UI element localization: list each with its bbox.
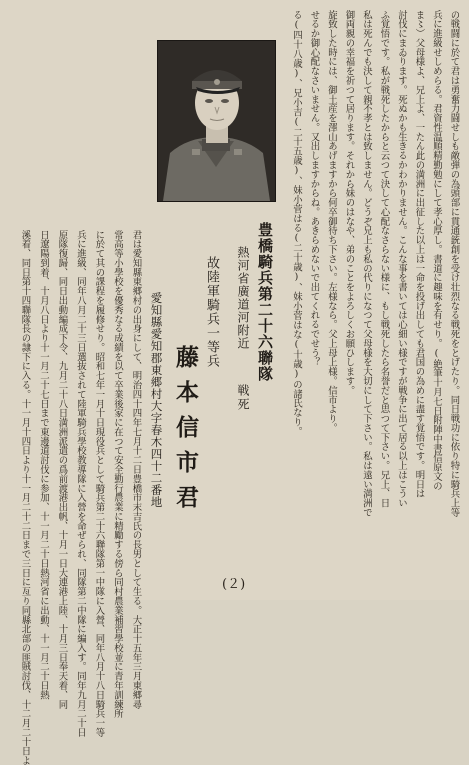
top-text-column: 兵に進級せしめらる。君資性温順精勤勉にして孝心厚し。書道に趣味を有せり。(絶筆十月七日附陣中書信原文の — [430, 10, 442, 491]
soldier-portrait-photo — [157, 40, 276, 202]
location-heading: 熱河省廣道河附近 — [236, 246, 250, 350]
biography-text-column: 君は愛知縣東郷村の出身にして、明治四十四年七月十二日豊橋市末吉氏の長男として生る。大正十五年三月東郷尋 — [130, 230, 142, 709]
biography-text-column: 日遼陽到着、十月八日より十一月二十七日まで東邊道討伐に参加、十一月二十日熱河省に出動、十一月二十日熱 — [37, 230, 49, 700]
top-text-column: 御両親の幸福を祈つて居ります。それから妹のはなや、弟のことをよろしくお願ひします。 — [343, 10, 355, 395]
biography-text-column: 常高等小學校を優秀なる成績を以て卒業後家に在つて安全勤行農業に精勵する傍ら同村農業補習學校並に青年訓練所 — [111, 230, 123, 719]
biography-text-column: 溪着、同日第十四聯隊長の隷下に入る。十一月十四日より十一月二十二日まで三日に亙り同縣北部の匪賊討伐、十二月二十日よ — [19, 230, 31, 765]
page-number: (２) — [222, 577, 246, 592]
top-text-column: の戦闘に於て君は勇奮力闘せしも敵弾の為頭部に貫通銃創を受け壮烈なる戦死をとげたり。同日戦功に依り特に騎兵上等 — [448, 10, 460, 518]
top-text-column: ふ覚悟です。私が戦死したからと云つて決して心配なさらない様に、もし戦死したら名誉だと思つて下さい。兄上、日 — [378, 10, 390, 508]
top-text-column: 討伐にまゐります。死ぬかも生きるかわかりません。こんな事を書いては心細い様ですが戦争に出て居る以上はこうい — [395, 10, 407, 508]
biography-text-column: 原隊復歸、同日出動編成下令、九月二十八日満洲派遣の爲前渡港出帆、十月一日大連港上陸、十月三日奉天着、同 — [56, 230, 68, 709]
biography-text-column: 兵に進級、同年八月二十三日選抜されて陸軍騎兵學校教導隊に入營を命ぜられ、同隊第二中隊に編入す。同年九月二十日 — [74, 230, 86, 738]
top-text-column: る(四十八歳)、兄小吉(二十五歳)、妹小菅はる(二十歳)、妹小菅はな(十歳)の諸氏なり。 — [290, 10, 302, 437]
top-text-column: 旋致した時には、御土産を澤山あげますから何卒御待ち下さい。左様なら。父上母上様。信市より。 — [325, 10, 337, 433]
top-text-column: ま〻）父母様よ、兄上よ、一たん此の満洲に出征した以上は一命を投げ出しても君国の為めに盡す覚悟です。明日は — [413, 10, 425, 499]
top-text-column: せるか御心配なさいません。又出しますからね。あきらめないで出てくれるでせう？ — [308, 10, 320, 367]
unit-heading: 豊橋騎兵第二十六聯隊 — [256, 222, 274, 382]
rank-heading: 故陸軍騎兵一等兵 — [204, 256, 219, 368]
death-heading: 戦死 — [236, 384, 250, 412]
biography-text-column: に於て其の課程を履修せり。昭和七年一月十日現役兵として騎兵第二十六聯隊第一中隊に入營、同年八月十八日騎兵一等 — [93, 230, 105, 738]
top-text-column: 私は死んでも決して親不孝とは致しません。どうぞ兄上も私の代りになつて父母様を大切にして下さい。私は遠い満洲で — [360, 10, 372, 518]
deceased-name: 藤本信市君 — [172, 345, 199, 520]
address-heading: 愛知縣愛知郡東郷村大字春木四十二番地 — [149, 292, 164, 508]
